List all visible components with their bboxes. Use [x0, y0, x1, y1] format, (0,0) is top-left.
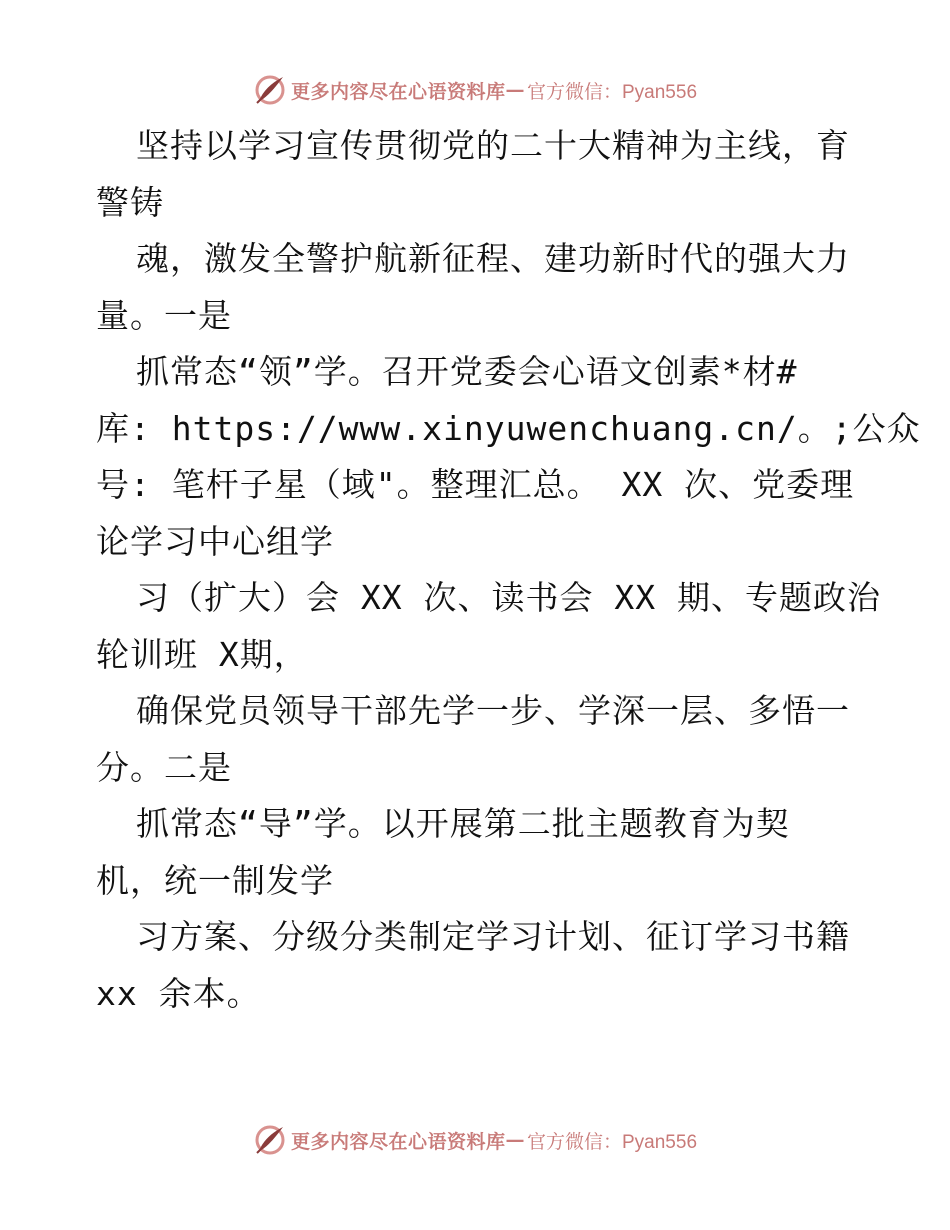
banner-separator: —	[505, 79, 525, 101]
banner-wechat: 官方微信：Pyan556	[527, 81, 698, 103]
body-line: 号: 笔杆子星（域"。整理汇总。 XX 次、党委理	[96, 465, 855, 504]
body-line: 分。二是	[96, 747, 232, 787]
body-line: 量。一是	[96, 295, 232, 335]
body-line: 坚持以学习宣传贯彻党的二十大精神为主线，育	[136, 126, 850, 165]
quill-logo-icon	[253, 73, 287, 107]
body-line: 抓常态“导”学。以开展第二批主题教育为契	[136, 804, 790, 843]
footer-banner	[0, 1120, 950, 1160]
body-line: 库: https://www.xinyuwenchuang.cn/。;公众	[96, 408, 921, 448]
banner-wechat: 官方微信：Pyan556	[527, 1131, 698, 1153]
banner-title: 更多内容尽在心语资料库	[290, 1130, 506, 1153]
body-line: 论学习中心组学	[96, 521, 334, 561]
banner-title: 更多内容尽在心语资料库	[290, 80, 506, 103]
body-line: 警铸	[96, 182, 164, 222]
quill-logo-icon	[253, 1123, 287, 1157]
body-line: 轮训班 X期，	[96, 634, 308, 674]
body-line: 习（扩大）会 XX 次、读书会 XX 期、专题政治	[136, 578, 881, 617]
banner-separator: —	[505, 1129, 525, 1151]
body-line: 魂，激发全警护航新征程、建功新时代的强大力	[136, 239, 850, 278]
body-line: 确保党员领导干部先学一步、学深一层、多悟一	[136, 691, 850, 730]
header-banner	[0, 70, 950, 110]
body-line: 习方案、分级分类制定学习计划、征订学习书籍	[136, 917, 850, 956]
body-line: xx 余本。	[96, 973, 261, 1013]
body-line: 抓常态“领”学。召开党委会心语文创素*材#	[136, 352, 798, 391]
body-line: 机，统一制发学	[96, 860, 334, 900]
document-body	[96, 118, 921, 1022]
